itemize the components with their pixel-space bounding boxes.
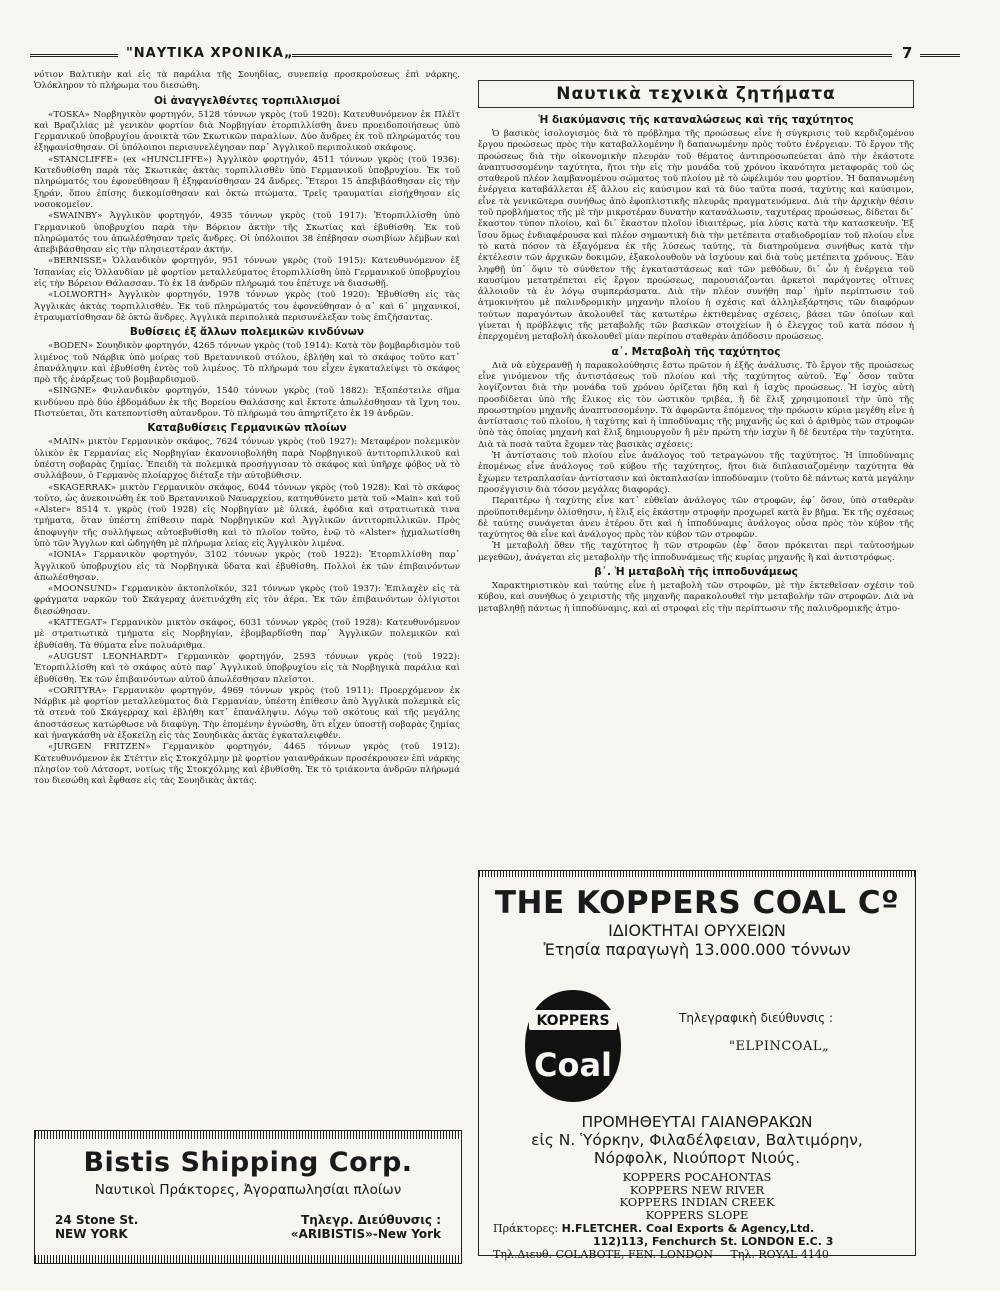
- article-paragraph: «MOONSUND» Γερμανικὸν ἀκτοπλοϊκόν, 321 τόννων γκρὸς (τοῦ 1937): Ἐπιλαχὲν εἰς τὰ φράγματα ναρκῶν τοῦ Σκάγεραχ ἀνετινάχθη εἰς τὸν ἀέρα. Ἐκ τῶν ἐπιβαινόντων ὀλίγιστοι διεσώθησαν.: [34, 584, 460, 617]
- ad-supply-line: Νόρφολκ, Νιούπορτ Νιούς.: [593, 1149, 801, 1167]
- ad-telegraph: [291, 1213, 441, 1241]
- page-number: 7: [902, 44, 913, 62]
- ad-telegraph-label: Τηλεγρ. Διεύθυνσις :: [301, 1213, 441, 1227]
- ad-supply-line: εἰς Ν. Ὑόρκην, Φιλαδέλφειαν, Βαλτιμόρην,: [531, 1131, 863, 1149]
- ad-border-hatch: [479, 871, 915, 877]
- logo-top-text: KOPPERS: [536, 1013, 610, 1029]
- ad-address-line: 24 Stone St.: [55, 1213, 139, 1227]
- ad-address: [55, 1213, 138, 1241]
- article-paragraph: Περαιτέρω ἡ ταχύτης εἶνε κατ᾽ εὐθεῖαν ἀνάλογος τῶν στροφῶν, ἐφ᾽ ὅσον, ὑπὸ σταθερὰν προϋποτιθεμένην ὀλίσθησιν, ἡ ἕλιξ εἰς ἑκάστην στροφὴν προχωρεῖ κατὰ ἓν βῆμα. Ἐκ τῆς σχέσεως δὲ ταύτης συνάγεται ἀνευ ἑτέρου ὅτι καὶ ἡ ἱπποδύναμις ἀνάλογος οὖσα πρὸς τὸν κύβον τῆς ταχύτητος θὰ εἶνε καὶ ἀνάλογος πρὸς τὸν κύβον τῶν στροφῶν.: [478, 496, 914, 541]
- article-paragraph: «IONIA» Γερμανικὸν φορτηγόν, 3102 τόννων γκρὸς (τοῦ 1922): Ἐτορπιλλίσθη παρ᾽ Ἀγγλικοῦ ὑποβρυχίου εἰς τὰ Νορβηγικὰ ὕδατα καὶ ἐβυθίσθη. Πολλοὶ ἐκ τῶν ἐπιβαινόντων ἀπωλέσθησαν.: [34, 550, 460, 583]
- right-column: [478, 80, 914, 615]
- article-paragraph: «AUGUST LEONHARDT» Γερμανικὸν φορτηγόν, 2593 τόννων γκρὸς (τοῦ 1922): Ἐτορπιλλίσθη καὶ τὸ σκάφος αὐτὸ παρ᾽ Ἀγγλικοῦ ὑποβρυχίου εἰς τὰ Νορβηγικὰ παράλια καὶ ἐβυθίσθη. Ἐκ τῶν ἐπιβαινόντων αὐτοῦ ἀπωλέσθησαν πλεῖστοι.: [34, 651, 460, 685]
- ad-tagline: Ἐτησία παραγωγὴ 13.000.000 τόννων: [543, 940, 851, 959]
- ad-agents-address: 112)113, Fenchurch St. LONDON E.C. 3: [593, 1235, 834, 1248]
- section-heading: α᾽. Μεταβολὴ τῆς ταχύτητος: [611, 345, 781, 358]
- koppers-coal-logo: [523, 988, 623, 1104]
- section-heading: Καταβυθίσεις Γερμανικῶν πλοίων: [147, 422, 347, 435]
- ad-subtitle: Ναυτικοὶ Πράκτορες, Ἀγοραπωλησίαι πλοίων: [94, 1182, 402, 1198]
- section-heading: Ἡ διακύμανσις τῆς καταναλώσεως καὶ τῆς ταχύτητος: [538, 114, 854, 126]
- article-paragraph: «MAIN» μικτὸν Γερμανικὸν σκάφος, 7624 τόννων γκρὸς (τοῦ 1927): Μεταφέρον πολεμικὸν ὑλικὸν ἐκ Γερμανίας εἰς Νορβηγίαν ἐκανονιοβολήθη παρὰ Νορβηγικοῦ ἀντιτορπιλλικοῦ καὶ ὑπέστη σοβαρὰς ζημίας. Ἐπειδὴ τὰ πολεμικὰ προσήγγισαν τὸ σκάφος καὶ ὑπῆρχε φόβος νὰ τὸ συλλάβουν, ὁ Γερμανὸς πλοίαρχος διέταξε τὴν αὐτοβύθισιν.: [34, 437, 460, 482]
- article-paragraph: Ἡ μεταβολὴ ὅθεν τῆς ταχύτητος ἢ τῶν στροφῶν (ἐφ᾽ ὅσον πρόκειται περὶ ταὐτοσήμων μεγεθῶν), ἀνάγεται εἰς μεταβολὴν τῆς ἱπποδυνάμεως τῆς κυρίας μηχανῆς ἢ καὶ ἀντιστρόφως.: [478, 541, 914, 563]
- ad-border-hatch: [35, 1255, 461, 1263]
- ad-mine: KOPPERS INDIAN CREEK: [619, 1195, 775, 1209]
- article-paragraph: Χαρακτηριστικὸν καὶ ταύτης εἶνε ἡ μεταβολὴ τῶν στροφῶν, μὲ τὴν ἐκτεθεῖσαν σχέσιν τοῦ κύβου, καὶ συνήθως ὁ χειριστὴς τῆς μηχανῆς παρακολουθεῖ τὴν μεταβολὴν τῶν στροφῶν. Διὰ νὰ μεταβληθῇ πάντως ἡ ἱπποδύναμις, καὶ αἱ στροφαὶ εἰς τὴν περίπτωσιν τῆς παλινδρομικῆς ἀτμο-: [478, 580, 914, 614]
- bistis-advertisement: [34, 1130, 462, 1264]
- article-paragraph: Ὁ βασικὸς ἰσολογισμὸς διὰ τὸ πρόβλημα τῆς προώσεως εἶνε ἡ σύγκρισις τοῦ κερδιζομένου ἔργου προώσεως πρὸς τὴν καταβαλλομένην ἢ δαπανωμένην πρὸς τοῦτο ἐνέργειαν. Τὸ ἔργον τῆς προώσεως διὰ τὴν οἰκονομικὴν πλευρὰν τοῦ θέματος ἀντιπροσωπεύεται ἀπὸ τὴν ἑκάστοτε ἀναπτυσσομένην ταχύτητα, ἤτοι τὴν εἰς τὴν μονάδα τοῦ χρόνου ἱκανότητα μεταφορᾶς τοῦ ὡς σταθεροῦ πλέον λαμβανομένου σώματος τοῦ πλοίου μὲ τὸ ὠφέλιμόν του φορτίον. Ἡ δαπανωμένη ἐνέργεια καταβάλλεται ἐξ ἄλλου εἰς καύσιμον καὶ τὰ δύο ταῦτα ποσά, ταχύτης καὶ καύσιμον, εἶνε τὰ γενικῶτερα συνήθως ἀπὸ ἐφοπλιστικῆς πλευρᾶς πραγματευόμενα. Διὰ τὴν ἀρχικὴν θέσιν τοῦ προβλήματος τῆς μὲ τὴν μικροτέραν δυνατὴν κατανάλωσιν, ταχυτέρας προώσεως, δίδεται δι᾽ ἕκαστον τύπον πλοίου, καὶ δι᾽ ἕκαστον πλοῖον ἰδιαιτέρως, μία λύσις κατὰ τὴν κατασκευήν. Ἐξ ἴσου ὅμως ἐνδιαφέρουσα καὶ πλέον σημαντικὴ διὰ τὴν μετέπειτα σταδιοδρομίαν τοῦ πλοίου εἶνε τὸ κατὰ πόσον τὰ ἐξαγόμενα ἐκ τῆς λύσεως ταύτης, τὰ διατηρούμενα συνήθως κατὰ τὴν ἐκτέλεσιν τῶν ἀρχικῶν δοκιμῶν, ἐξακολουθοῦν νὰ ἰσχύουν καὶ διὰ τοὺς μετέπειτα χρόνους. Ἐὰν ληφθῇ ὑπ᾽ ὄψιν τὸ σύνθετον τῆς ἐγκαταστάσεως καὶ τῶν μεθόδων, δι᾽ ὧν ἡ ἐνέργεια τοῦ καυσίμου μετατρέπεται εἰς ἔργον προώσεως, παρουσιάζονται ἀρκετοὶ παράγοντες οἵτινες ἀλλοιοῦν τὰ ἐν λόγῳ συμπεράσματα. Διὰ τὴν πλέον συνήθη παρ᾽ ἡμῖν περίπτωσιν τοῦ ἀτμοκινήτου μὲ παλινδρομικὴν μηχανὴν πλοίου ἡ σχέσις καὶ ἀλληλεξάρτησις τῶν διαφόρων τούτων παραγόντων ἀκολουθεῖ τὰς κατωτέρω ἐκτιθεμένας σχέσεις, βάσει τῶν ὁποίων καὶ γίνεται ἡ πρόβλεψις τῆς μεταβολῆς τῶν βασικῶν στοιχείων ἢ ὁ ἔλεγχος τοῦ κατὰ πόσον ἡ ἐπερχομένη μεταβολὴ ἀκολουθεῖ μίαν περίπου σταθερὰν ἀπόδοσιν προώσεως.: [478, 129, 914, 343]
- ad-agents-telegraph: Τηλ.Διευθ. COLABOTE, FEN. LONDON: [493, 1248, 713, 1261]
- koppers-advertisement: [478, 870, 916, 1261]
- ad-company-name: Bistis Shipping Corp.: [83, 1147, 413, 1178]
- section-heading: β᾽. Ἡ μεταβολὴ τῆς ἱπποδυνάμεως: [594, 565, 798, 578]
- ad-mine: KOPPERS POCAHONTAS: [622, 1170, 772, 1184]
- ad-tagline: ΙΔΙΟΚΤΗΤΑΙ ΟΡΥΧΕΙΩΝ: [608, 921, 786, 940]
- ad-mine: KOPPERS SLOPE: [645, 1207, 749, 1222]
- ad-address-line: NEW YORK: [55, 1227, 128, 1241]
- header-rule: [30, 54, 118, 57]
- ad-border-hatch: [35, 1131, 461, 1139]
- ad-agents-phone: Τηλ. ROYAL 4140: [730, 1248, 829, 1261]
- section-heading: Οἱ ἀναγγελθέντες τορπιλλισμοί: [153, 94, 341, 107]
- article-paragraph: «STANCLIFFE» (ex «HUNCLIFFE») Ἀγγλικὸν φορτηγόν, 4511 τόννων γκρὸς (τοῦ 1936): Κατεδυθίσθη παρὰ τὰς Σκωτικὰς ἀκτὰς τορπιλλισθὲν ὑπὸ Γερμανικοῦ ὑποβρυχίου. Ἐκ τοῦ πληρώματός του ἐφονεύθησαν ἢ ἐξηφανίσθησαν 24 ἄνδρες. Ἕτεροι 15 ἀπεβιβάσθησαν εἰς τὴν ξηράν, ὅπου ἐπίσης διεκομίσθησαν καὶ ὀκτὼ πτώματα. Τρεῖς τραυματίαι εἰσήχθησαν εἰς νοσοκομεῖον.: [34, 154, 460, 210]
- section-heading: Βυθίσεις ἐξ ἄλλων πολεμικῶν κινδύνων: [129, 326, 365, 339]
- ad-agents-name: H.FLETCHER. Coal Exports & Agency,Ltd.: [561, 1222, 815, 1235]
- article-paragraph: «SWAINBY» Ἀγγλικὸν φορτηγόν, 4935 τόννων γκρὸς (τοῦ 1917): Ἐτορπιλλίσθη ὑπὸ Γερμανικοῦ ὑποβρυχίου παρὰ τὴν Βόρειον ἀκτὴν τῆς Σκωτίας καὶ ἐβυθίσθη. Ἐκ τοῦ πληρώματός του ἀπωλέσθησαν τρεῖς ἄνδρες. Οἱ ὑπόλοιποι 38 ἐπέβησαν σωσιβίων λέμβων καὶ ἀπεβιβάσθησαν εἰς τὴν πλησιεστέραν ἀκτήν.: [34, 211, 460, 256]
- article-paragraph: «SKAGERRAK» μικτὸν Γερμανικὸν σκάφος, 6044 τόννων γκρὸς (τοῦ 1928): Καὶ τὸ σκάφος τοῦτο, ὡς ἀνεκοινώθη ἐκ τοῦ Βρεταννικοῦ Ναυαρχείου, κατηυθύνετο μετὰ τοῦ «Main» καὶ τοῦ «Alster» 8514 τ. γκρὸς (τοῦ 1928) εἰς Νορβηγίαν μὲ ὑλικά, ἐφόδια καὶ στρατιωτικὰ τινα τμήματα, ὅταν ὑπέστη ἐπίθεσιν παρὰ Νορβηγικῶν καὶ Ἀγγλικῶν ἀντιτορπιλλικῶν. Πρὸς ἀποφυγὴν τῆς συλλήψεως αὐτοεβυθίσθη καὶ τὸ πλοῖον τοῦτο, ἐνῷ τὸ «Alster» ᾐχμαλωτίσθη ὑπὸ τῶν Ἄγγλων καὶ ὡδηγήθη μὲ πλήρωμα λείας εἰς Ἀγγλικὸν λιμένα.: [34, 482, 460, 549]
- left-column: [34, 70, 460, 788]
- ad-mines-list: [479, 1171, 915, 1221]
- ad-mine: KOPPERS NEW RIVER: [629, 1182, 765, 1197]
- ad-supply-block: [479, 1113, 915, 1167]
- ad-telegraph-value: "ELPINCOAL„: [729, 1039, 830, 1054]
- article-paragraph: «LOLWORTH» Ἀγγλικὸν φορτηγόν, 1978 τόννων γκρὸς (τοῦ 1920): Ἐβυθίσθη εἰς τὰς Ἀγγλικὰς ἀκτὰς τορπιλλισθέν. Ἐκ τοῦ πληρώματός του ἐφονεύθησαν ὁ α᾽ καὶ 6᾽ μηχανικοί, ἐτραυματίσθησαν δὲ ὀκτὼ ἄνδρες. Ἀγγλικὰ περιπολικὰ περισυνέλεξαν τοὺς ἐπιζήσαντας.: [34, 290, 460, 323]
- article-paragraph: «JURGEN FRITZEN» Γερμανικὸν φορτηγόν, 4465 τόννων γκρὸς (τοῦ 1912): Κατευθυνόμενον ἐκ Στέττιν εἰς Στοκχόλμην μὲ φορτίον γαιανθράκων προσέκρουσεν ἐπὶ νάρκης πλησίον τοῦ Λάτσορτ, νοτίως τῆς Στοκχόλμης καὶ ἐβυθίσθη. Ἐκ τὸ τριάκοντα ἀνδρῶν πλήρωμά του διεσώθη καὶ ἔφθασε εἰς τὰς Σουηδικὰς ἀκτάς.: [34, 742, 460, 787]
- publication-title: "ΝΑΥΤΙΚΑ ΧΡΟΝΙΚΑ„: [126, 46, 294, 61]
- article-paragraph: «KATTEGAT» Γερμανικὸν μικτὸν σκάφος, 6031 τόννων γκρὸς (τοῦ 1928): Κατευθυνόμενον μὲ στρατιωτικὰ τμήματα εἰς Νορβηγίαν, ἐβομβαρδίσθη παρ᾽ Ἀγγλικῶν πολεμικῶν καὶ ἐβυθίσθη. Τὰ θύματα εἶνε πολυάριθμα.: [34, 618, 460, 651]
- article-paragraph: «BERNISSE» Ὁλλανδικὸν φορτηγόν, 951 τόννων γκρὸς (τοῦ 1915): Κατευθυνόμενον ἐξ Ἱσπανίας εἰς Ὁλλανδίαν μὲ φορτίον μεταλλεύματος ἐτορπιλλίσθη ὑπὸ Γερμανικοῦ ὑποβρυχίου εἰς τὴν Βόρειον Θάλασσαν. Τὸ ἐκ 18 ἀνδρῶν πλήρωμά του ἐπέτυχε νὰ διασωθῇ.: [34, 256, 460, 290]
- header-rule: [292, 54, 892, 57]
- article-paragraph: «BODEN» Σουηδικὸν φορτηγόν, 4265 τόννων γκρὸς (τοῦ 1914): Κατὰ τὸν βομβαρδισμὸν τοῦ λιμένος τοῦ Νάρβικ ὑπὸ μοίρας τοῦ Βρεταννικοῦ στόλου, ἐβλήθη καὶ τὸ σκάφος τοῦτο κατ᾽ ἐπανάληψιν καὶ ἐβυθίσθη ἐντὸς τοῦ λιμένος. Τὸ πλήρωμά του εἶχεν ἐγκαταλείψει τὸ σκάφος πρὸ τῆς ἐνάρξεως τοῦ βομβαρδισμοῦ.: [34, 341, 460, 386]
- ad-supply-line: ΠΡΟΜΗΘΕΥΤΑΙ ΓΑΙΑΝΘΡΑΚΩΝ: [581, 1113, 813, 1131]
- ad-telegraph-label: Τηλεγραφικὴ διεύθυνσις :: [679, 1011, 834, 1025]
- article-paragraph: «SINGNE» Φινλανδικὸν φορτηγόν, 1540 τόννων γκρὸς (τοῦ 1882): Ἐξαπέστειλε σῆμα κινδύνου πρὸ δύο ἑβδομάδων ἐκ τῆς Βορείου Θαλάσσης καὶ ἔκτοτε ἀπωλέσθησαν τὰ ἴχνη του. Πιστεύεται, ὅτι κατεποντίσθη αὐτανδρον. Τὸ πλήρωμά του ἀπηρτίζετο ἐκ 19 ἀνδρῶν.: [34, 386, 460, 420]
- article-paragraph: «TOSKA» Νορβηγικὸν φορτηγόν, 5128 τόννων γκρὸς (τοῦ 1920): Κατευθυνόμενον ἐκ Πλέϊτ καὶ Βραζιλίας μὲ γενικὸν φορτίον διὰ Νορβηγίαν ἐτορπιλλίσθη ἄνευ προειδοποιήσεως ὑπὸ Γερμανικοῦ ὑποβρυχίου ἀνοικτὰ τῶν Σκωτικῶν παραλίων. Δύο ἄνδρες ἐκ τοῦ πληρώματός του ἐξηφανίσθησαν. Οἱ ὑπόλοιποι περισυνελέγησαν παρ᾽ Ἀγγλικοῦ περιπολικοῦ σκάφους.: [34, 109, 460, 154]
- ad-company-name: THE KOPPERS COAL Cº: [494, 885, 900, 921]
- article-paragraph: νότιον Βαλτικὴν καὶ εἰς τὰ παράλια τῆς Σουηδίας, συνεπείᾳ προσκρούσεως ἐπὶ νάρκης. Ὁλόκληρον τὸ πλήρωμα του διεσώθη.: [34, 70, 460, 92]
- article-paragraph: Ἡ ἀντίστασις τοῦ πλοίου εἶνε ἀνάλογος τοῦ τετραγώνου τῆς ταχύτητος. Ἡ ἱπποδύναμις ἑπομένως εἶνε ἀνάλογος τοῦ κύβου τῆς ταχύτητος, ἤτοι διὰ διπλασιαζομένην ταχύτητα θὰ ἔχωμεν τετραπλασίαν ἀντίστασιν καὶ ὀκταπλασίαν ἱπποδύναμιν (τοῦτο δὲ πάντως κατὰ μεγάλην προσέγγισιν διὰ τόσον μεγάλας διαφοράς).: [478, 451, 914, 495]
- section-banner: Ναυτικὰ τεχνικὰ ζητήματα: [478, 80, 914, 108]
- article-paragraph: «CORITYRA» Γερμανικὸν φορτηγόν, 4969 τόννων γκρὸς (τοῦ 1911): Προερχόμενον ἐκ Νάρβικ μὲ φορτίον μεταλλεύματος διὰ Γερμανίαν, ὑπέστη ἐπίθεσιν ἀπὸ Ἀγγλικὰ πολεμικὰ εἰς τὰ στενὰ τοῦ Σκάγερραχ καὶ ἐβλήθη κατ᾽ ἐπανάληψιν. Λόγῳ τοῦ σκότους καὶ τῆς μεγάλης ἀποστάσεως κατώρθωσε νὰ διαφύγη. Τὴν ἑπομένην ἐγνώσθη, ὅτι εἶχεν ὑποστῇ σοβαρὰς ζημίας καὶ ἠναγκάσθη νὰ ἐξοκείλῃ εἰς τὰς Σουηδικὰς ἀκτὰς ἐγκαταλειφθέν.: [34, 685, 460, 742]
- ad-telegraph-value: «ARIBISTIS»-New York: [290, 1227, 441, 1241]
- ad-agents: [493, 1222, 833, 1261]
- logo-bottom-text: Coal: [533, 1046, 613, 1084]
- article-paragraph: Διὰ νὰ εὐχερανθῇ ἡ παρακολούθησις ἔστω πρῶτον ἡ ἑξῆς ἀνάλυσις. Τὸ ἔργον τῆς προώσεως εἶνε γινόμενον τῆς ἀντιστάσεως τοῦ πλοίου καὶ τῆς ταχύτητος αὐτοῦ. Ἐφ᾽ ὅσον ταῦτα λογίζονται διὰ τὴν μονάδα τοῦ χρόνου ὁρίζεται ἤδη καὶ ἡ ἰσχὺς προώσεως. Ἡ ἰσχὺς αὐτὴ προσδίδεται ὑπὸ τῆς ἕλικος εἰς τὸν ὠστικὸν τριβέα, ἢ δὲ ἕλιξ χρησιμοποιεῖ τὴν ὑπὸ τῆς προωστηρίου μηχανῆς ἀναπτυσσομένην. Τὰ ἀφορῶντα ἑπόμενος τὴν πρόωσιν κύρια μεγέθη εἶνε ἡ ἀντίστασις τοῦ πλοίου, ἡ ταχύτης καὶ ἡ ἱπποδύναμις τῆς μηχανῆς ὡς καὶ ὁ ἀριθμὸς τῶν στροφῶν ὑπὸ τὰς ὁποίας μηχανὴ καὶ ἕλιξ δημιουργοῦν ἢ μὲν πρώτη τὴν ἰσχὺν ἢ δὲ δευτέρα τὴν ταχύτητα. Διὰ τὰ ποσὰ ταῦτα ἔχομεν τὰς βασικὰς σχέσεις:: [478, 360, 914, 450]
- header-rule: [920, 54, 960, 57]
- page-header: [30, 46, 960, 64]
- ad-agents-label: Πράκτορες:: [493, 1222, 559, 1235]
